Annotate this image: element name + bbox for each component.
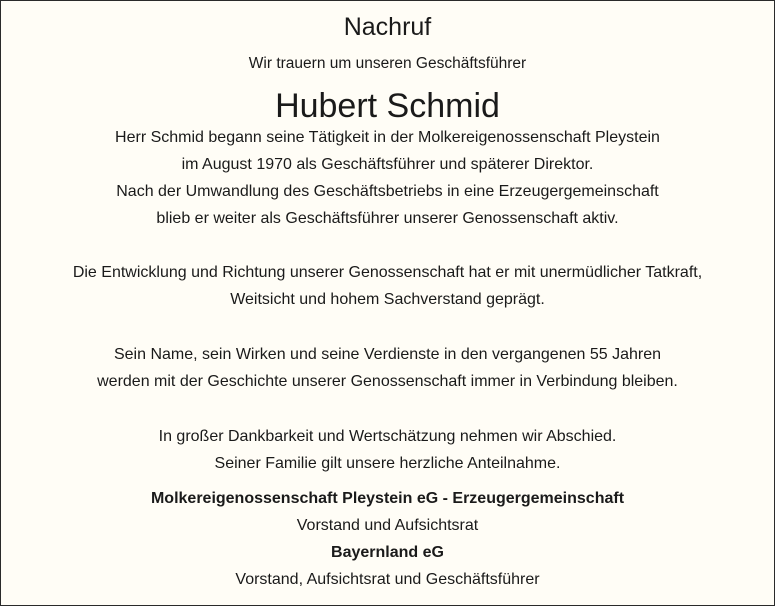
paragraph-line: Nach der Umwandlung des Geschäftsbetriebs in eine Erzeugergemeinschaft bbox=[116, 183, 659, 200]
notice-intro: Wir trauern um unseren Geschäftsführer bbox=[248, 55, 527, 72]
paragraph-line: blieb er weiter als Geschäftsführer unserer Genossenschaft aktiv. bbox=[156, 210, 619, 227]
signature-organization: Molkereigenossenschaft Pleystein eG - Erzeugergemeinschaft bbox=[150, 490, 625, 507]
deceased-name: Hubert Schmid bbox=[275, 87, 500, 125]
paragraph-line: Herr Schmid begann seine Tätigkeit in der Molkereigenossenschaft Pleystein bbox=[115, 129, 660, 146]
paragraph-line: Seiner Familie gilt unsere herzliche Anteilnahme. bbox=[214, 455, 561, 472]
signature-role: Vorstand und Aufsichtsrat bbox=[296, 517, 479, 534]
paragraph-line: Sein Name, sein Wirken und seine Verdienste in den vergangenen 55 Jahren bbox=[113, 346, 661, 363]
paragraph-line: werden mit der Geschichte unserer Genossenschaft immer in Verbindung bleiben. bbox=[97, 373, 678, 390]
paragraph-line: im August 1970 als Geschäftsführer und späterer Direktor. bbox=[181, 156, 594, 173]
signature-role: Vorstand, Aufsichtsrat und Geschäftsführer bbox=[235, 571, 540, 588]
paragraph-line: Die Entwicklung und Richtung unserer Genossenschaft hat er mit unermüdlicher Tatkraft, bbox=[72, 264, 703, 281]
paragraph-line: In großer Dankbarkeit und Wertschätzung nehmen wir Abschied. bbox=[158, 428, 617, 445]
signature-organization: Bayernland eG bbox=[331, 544, 444, 561]
notice-heading: Nachruf bbox=[343, 13, 432, 41]
paragraph-line: Weitsicht und hohem Sachverstand geprägt. bbox=[230, 291, 545, 308]
